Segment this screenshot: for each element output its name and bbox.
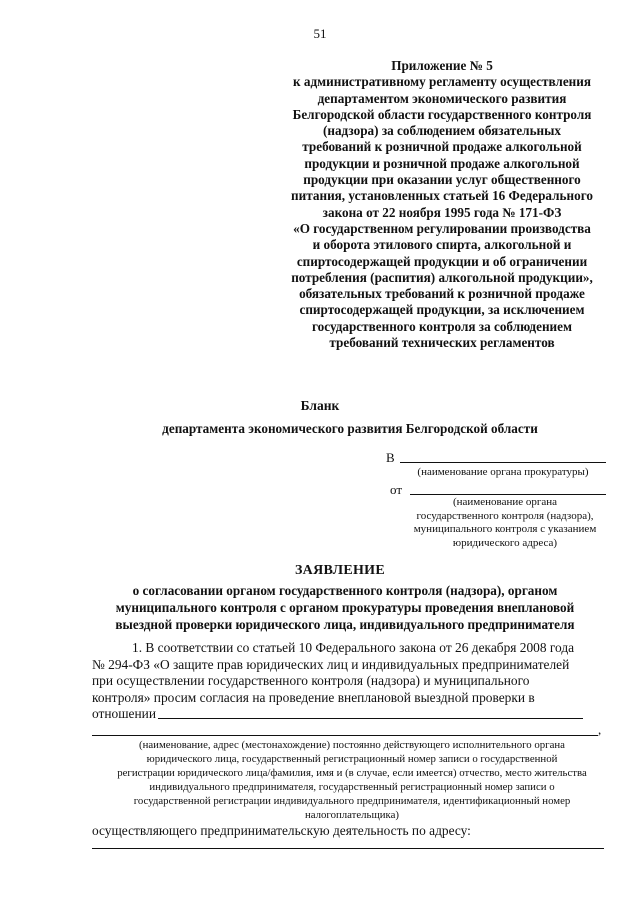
to-field-line[interactable]	[400, 462, 606, 463]
statement-subtitle-line: муниципального контроля с органом прокуратуры проведения внеплановой	[115, 599, 575, 615]
entity-caption	[92, 738, 612, 822]
entity-caption-line: индивидуального предпринимателя, государственный регистрационный номер записи о	[149, 781, 555, 793]
appendix-header	[272, 58, 612, 351]
blank-title: Бланк	[300, 398, 340, 413]
appendix-line: государственного контроля за соблюдением	[312, 318, 572, 334]
respect-field-line[interactable]	[158, 718, 583, 719]
blank-subtitle: департамента экономического развития Белгородской области	[162, 421, 538, 436]
from-caption-line: государственного контроля (надзора),	[416, 509, 594, 522]
appendix-line: спиртосодержащей продукции и об ограничении	[296, 253, 588, 269]
respect-field-line-2[interactable]	[92, 735, 598, 736]
appendix-line: продукции при оказании услуг общественного	[303, 172, 581, 188]
paragraph-line: № 294-ФЗ «О защите прав юридических лиц и индивидуальных предпринимателей	[92, 656, 570, 672]
appendix-line: закона от 22 ноября 1995 года № 171-ФЗ	[322, 204, 562, 220]
statement-subtitle-line: выездной проверки юридического лица, индивидуального предпринимателя	[115, 616, 575, 632]
from-caption	[400, 496, 610, 550]
from-prefix: от	[390, 482, 403, 497]
appendix-line: требований к розничной продаже алкогольной	[302, 139, 582, 155]
from-caption-line: юридического адреса)	[452, 536, 558, 549]
from-caption-line: муниципального контроля с указанием	[413, 523, 597, 536]
business-address-line[interactable]	[92, 848, 604, 849]
statement-subtitle-line: о согласовании органом государственного контроля (надзора), органом	[132, 583, 558, 598]
paragraph-line: при осуществлении государственного контроля (надзора) и муниципального	[92, 673, 530, 688]
appendix-lines	[272, 74, 612, 351]
entity-caption-line: регистрации юридического лица/фамилия, имя и (в случае, если имеется) отчество, место жительства	[117, 767, 587, 779]
appendix-line: требований технических регламентов	[329, 335, 555, 351]
appendix-line: продукции и розничной продаже алкогольной	[304, 155, 580, 171]
paragraph-line: отношении	[92, 706, 156, 721]
to-prefix: В	[386, 450, 395, 465]
statement-subtitle	[80, 583, 610, 633]
entity-caption-line: государственной регистрации индивидуального предпринимателя, идентификационный номер	[133, 795, 571, 807]
entity-caption-line: налогоплательщика)	[304, 809, 400, 821]
from-caption-line: (наименование органа	[452, 496, 558, 508]
comma-mark: ,	[598, 722, 602, 737]
to-caption: (наименование органа прокуратуры)	[417, 466, 589, 478]
page-number: 51	[313, 26, 327, 41]
appendix-line: обязательных требований к розничной продаже	[299, 286, 585, 302]
paragraph-line: контроля» просим согласия на проведение внеплановой выездной проверки в	[92, 689, 535, 705]
appendix-line: питания, установленных статьей 16 Федерального	[291, 188, 593, 204]
appendix-line: к административному регламенту осуществления	[292, 74, 592, 90]
appendix-line: спиртосодержащей продукции, за исключением	[299, 302, 585, 318]
paragraph-line: 1. В соответствии со статьей 10 Федерального закона от 26 декабря 2008 года	[132, 640, 575, 655]
appendix-title: Приложение № 5	[391, 58, 493, 73]
business-address-label: осуществляющего предпринимательскую деятельность по адресу:	[92, 823, 471, 838]
entity-caption-line: юридического лица, государственный регистрационный номер записи о государственной	[146, 753, 558, 765]
from-field-line[interactable]	[410, 494, 606, 495]
appendix-line: «О государственном регулировании производства	[293, 220, 591, 236]
appendix-line: потребления (распития) алкогольной продукции»,	[291, 269, 593, 285]
statement-paragraph	[92, 640, 612, 723]
appendix-line: и оборота этилового спирта, алкогольной и	[312, 237, 572, 253]
appendix-line: департаментом экономического развития	[317, 90, 567, 106]
statement-title: ЗАЯВЛЕНИЕ	[294, 563, 385, 578]
entity-caption-line: (наименование, адрес (местонахождение) постоянно действующего исполнительного органа	[139, 739, 565, 751]
appendix-line: (надзора) за соблюдением обязательных	[322, 123, 562, 139]
appendix-line: Белгородской области государственного контроля	[292, 106, 592, 122]
